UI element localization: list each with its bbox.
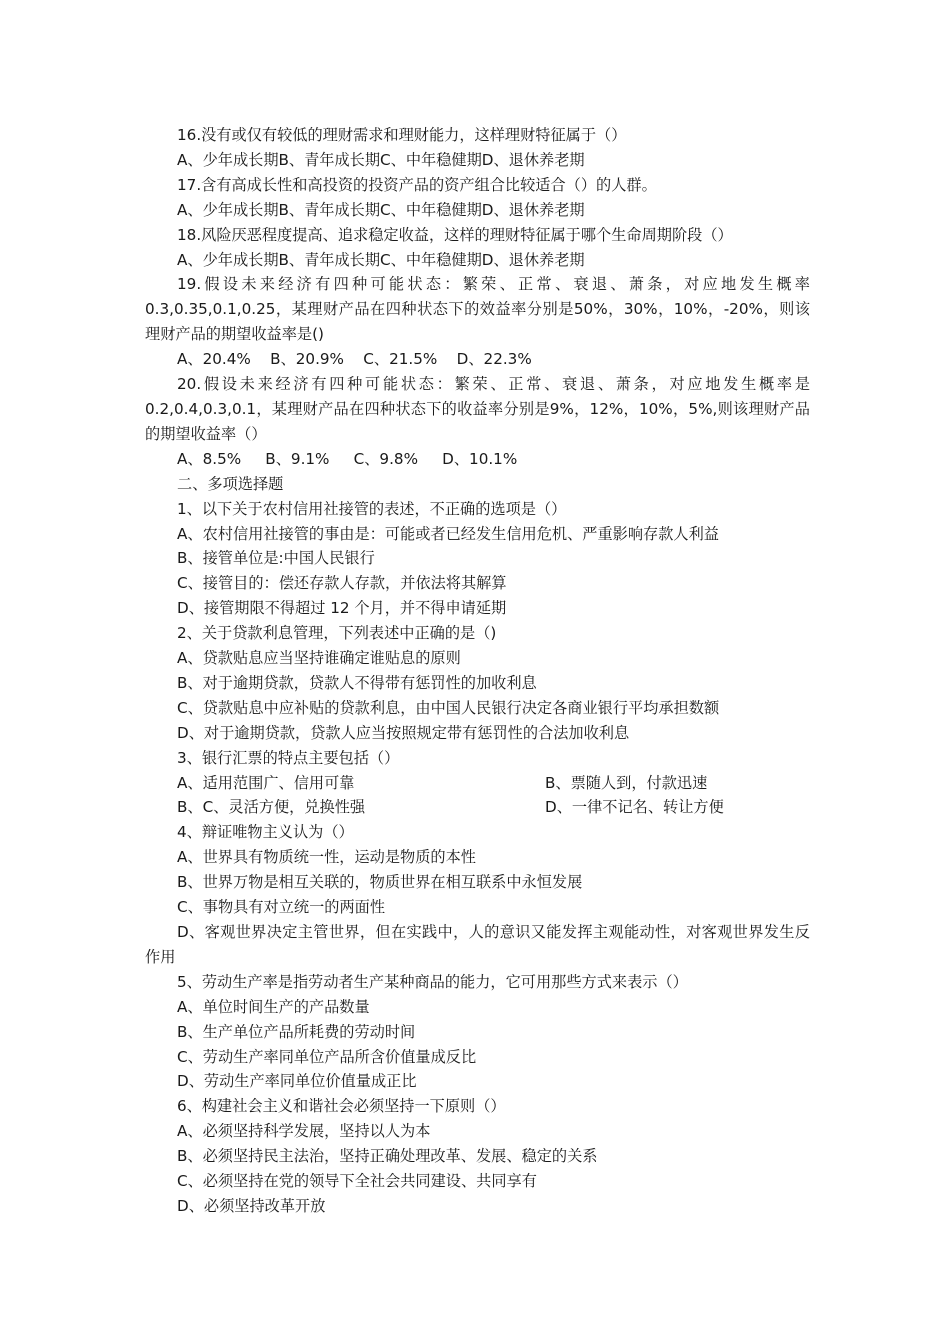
multi-question-2-option-a: A、贷款贴息应当坚持谁确定谁贴息的原则 (177, 649, 461, 668)
multi-question-6-option-a: A、必须坚持科学发展，坚持以人为本 (177, 1122, 431, 1141)
document-body (145, 123, 810, 1219)
multi-question-3-options-row-1 (145, 771, 810, 796)
question-16-stem: 16.没有或仅有较低的理财需求和理财能力，这样理财特征属于（） (177, 126, 627, 144)
question-19-options: A、20.4% B、20.9% C、21.5% D、22.3% (177, 350, 532, 369)
multi-question-4-option-b: B、世界万物是相互关联的，物质世界在相互联系中永恒发展 (177, 873, 583, 892)
question-17-options: A、少年成长期B、青年成长期C、中年稳健期D、退休养老期 (177, 200, 585, 219)
multi-question-1-option-a: A、农村信用社接管的事由是：可能或者已经发生信用危机、严重影响存款人利益 (177, 524, 719, 543)
multi-question-6-option-c: C、必须坚持在党的领导下全社会共同建设、共同享有 (177, 1172, 537, 1191)
question-18-options: A、少年成长期B、青年成长期C、中年稳健期D、退休养老期 (177, 250, 585, 269)
multi-question-2-option-d: D、对于逾期贷款，贷款人应当按照规定带有惩罚性的合法加收利息 (177, 723, 630, 742)
multi-question-1-option-c: C、接管目的：偿还存款人存款，并依法将其解算 (177, 574, 507, 593)
multi-question-1-option-d: D、接管期限不得超过 12 个月，并不得申请延期 (177, 599, 507, 618)
multi-question-5-option-a: A、单位时间生产的产品数量 (177, 997, 370, 1016)
multi-question-6-option-d: D、必须坚持改革开放 (177, 1196, 326, 1215)
multi-question-4-stem: 4、辩证唯物主义认为（） (177, 823, 354, 842)
multi-question-3-option-b: B、票随人到，付款迅速 (545, 773, 708, 792)
multi-question-3-options-row-2 (145, 795, 810, 820)
multi-question-3-option-a: A、适用范围广、信用可靠 (177, 773, 355, 792)
multi-question-3-stem: 3、银行汇票的特点主要包括（） (177, 748, 400, 767)
multi-question-6-stem: 6、构建社会主义和谐社会必须坚持一下原则（） (177, 1097, 506, 1116)
multi-question-5-stem: 5、劳动生产率是指劳动者生产某种商品的能力，它可用那些方式来表示（） (177, 972, 688, 991)
multi-question-5-option-d: D、劳动生产率同单位价值量成正比 (177, 1072, 417, 1091)
multi-question-4-option-a: A、世界具有物质统一性，运动是物质的本性 (177, 848, 476, 867)
multi-question-3-option-c: B、C、灵活方便，兑换性强 (177, 798, 366, 817)
multi-question-5-option-c: C、劳动生产率同单位产品所含价值量成反比 (177, 1047, 477, 1066)
multi-question-2-option-b: B、对于逾期贷款，贷款人不得带有惩罚性的加收利息 (177, 673, 537, 692)
multi-question-1-option-b: B、接管单位是:中国人民银行 (177, 549, 375, 568)
multi-question-4-option-c: C、事物具有对立统一的两面性 (177, 898, 386, 917)
question-20-stem: 20.假设未来经济有四种可能状态：繁荣、正常、衰退、萧条，对应地发生概率是0.2,0.4,0.3,0.1，某理财产品在四种状态下的收益率分别是9%，12%，10%，5%,则该理财产品的期望收益率（） (145, 375, 810, 443)
multi-question-6-option-b: B、必须坚持民主法治，坚持正确处理改革、发展、稳定的关系 (177, 1147, 598, 1166)
multi-question-2-option-c: C、贷款贴息中应补贴的贷款利息，由中国人民银行决定各商业银行平均承担数额 (177, 698, 720, 717)
multi-question-2-stem: 2、关于贷款利息管理，下列表述中正确的是（) (177, 624, 497, 643)
question-17-stem: 17.含有高成长性和高投资的投资产品的资产组合比较适合（）的人群。 (177, 175, 657, 194)
question-19-stem: 19.假设未来经济有四种可能状态：繁荣、正常、衰退、萧条，对应地发生概率0.3,0.35,0.1,0.25，某理财产品在四种状态下的效益率分别是50%，30%，10%，-20%，则该理财产品的期望收益率是() (145, 275, 810, 344)
multi-question-4-option-d: D、客观世界决定主管世界，但在实践中，人的意识又能发挥主观能动性，对客观世界发生反作用 (145, 923, 810, 966)
question-18-stem: 18.风险厌恶程度提高、追求稳定收益，这样的理财特征属于哪个生命周期阶段（） (177, 225, 733, 244)
multi-question-5-option-b: B、生产单位产品所耗费的劳动时间 (177, 1022, 416, 1041)
multi-question-1-stem: 1、以下关于农村信用社接管的表述，不正确的选项是（） (177, 499, 567, 518)
question-20-options: A、8.5% B、9.1% C、9.8% D、10.1% (177, 449, 518, 468)
section-title-multiple-choice: 二、多项选择题 (177, 474, 284, 493)
question-16-options: A、少年成长期B、青年成长期C、中年稳健期D、退休养老期 (177, 150, 585, 169)
multi-question-3-option-d: D、一律不记名、转让方便 (545, 798, 724, 817)
